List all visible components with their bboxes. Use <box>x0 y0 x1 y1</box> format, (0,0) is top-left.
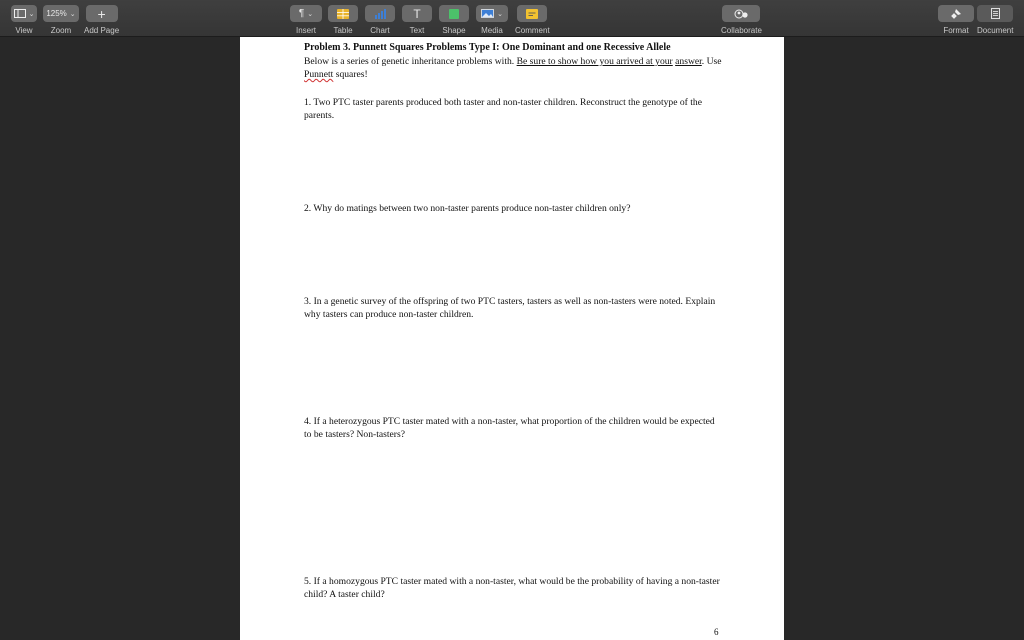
chevron-down-icon: ⌄ <box>307 10 314 18</box>
text-button[interactable] <box>402 5 432 22</box>
page-number: 6 <box>714 627 719 637</box>
collaborate-label: Collaborate <box>721 26 762 35</box>
intro-paragraph <box>304 55 724 81</box>
comment-button[interactable] <box>517 5 547 22</box>
question-5: 5. If a homozygous PTC taster mated with a non-taster, what would be the probability of having a non-taster child? A taster child? <box>304 576 720 600</box>
collaborate-menu[interactable] <box>721 5 762 35</box>
add-page-label: Add Page <box>84 26 120 35</box>
add-page-menu[interactable] <box>84 5 119 35</box>
intro-text-3: squares! <box>333 69 368 80</box>
view-label: View <box>15 26 33 35</box>
document-canvas[interactable] <box>0 37 1024 640</box>
insert-label: Insert <box>295 26 316 35</box>
format-button[interactable] <box>938 5 974 22</box>
chart-menu[interactable] <box>365 5 395 35</box>
insert-button[interactable] <box>290 5 322 22</box>
shape-menu[interactable] <box>439 5 469 35</box>
chevron-down-icon: ⌄ <box>497 10 503 18</box>
paintbrush-icon <box>951 9 962 19</box>
plus-icon: + <box>97 5 106 22</box>
text-menu[interactable] <box>402 5 432 35</box>
media-label: Media <box>481 26 503 35</box>
chevron-down-icon: ⌄ <box>69 10 76 18</box>
text-icon: T <box>413 6 421 21</box>
document-menu[interactable] <box>977 5 1013 35</box>
insert-menu[interactable] <box>290 5 322 35</box>
format-menu[interactable] <box>938 5 974 35</box>
view-button[interactable] <box>11 5 37 22</box>
chart-label: Chart <box>370 26 390 35</box>
zoom-value: 125% <box>46 9 67 18</box>
media-menu[interactable] <box>476 5 508 35</box>
media-button[interactable] <box>476 5 508 22</box>
intro-text: Below is a series of genetic inheritance problems with. <box>304 56 517 67</box>
document-page[interactable] <box>240 37 784 640</box>
document-label: Document <box>977 26 1014 35</box>
zoom-menu[interactable] <box>43 5 79 35</box>
intro-underlined-text: Be sure to show how you arrived at your <box>516 56 673 67</box>
question-1: 1. Two PTC taster parents produced both taster and non-taster children. Reconstruct the genotype of the parents. <box>304 97 702 121</box>
intro-underlined-answer: answer <box>675 56 702 67</box>
view-menu[interactable] <box>11 5 37 35</box>
toolbar <box>0 0 1024 37</box>
shape-label: Shape <box>442 26 466 35</box>
add-page-button[interactable] <box>86 5 118 22</box>
question-2: 2. Why do matings between two non-taster parents produce non-taster children only? <box>304 203 631 214</box>
question-4: 4. If a heterozygous PTC taster mated with a non-taster, what proportion of the children would be expected to be tasters? Non-tasters? <box>304 416 715 440</box>
chart-button[interactable] <box>365 5 395 22</box>
intro-text-2: . Use <box>701 56 722 67</box>
document-icon <box>991 8 1000 19</box>
chevron-down-icon: ⌄ <box>28 10 35 18</box>
zoom-button[interactable] <box>43 5 79 22</box>
table-menu[interactable] <box>328 5 358 35</box>
spelling-flag-punnett[interactable]: Punnett <box>304 69 334 80</box>
table-icon <box>337 9 349 19</box>
chart-icon <box>374 9 386 19</box>
collaborate-button[interactable] <box>722 5 760 22</box>
comment-label: Comment <box>515 26 550 35</box>
table-label: Table <box>333 26 353 35</box>
shape-button[interactable] <box>439 5 469 22</box>
question-3: 3. In a genetic survey of the offspring of two PTC tasters, tasters as well as non-tasters were noted. Explain why tasters can produce non-taster children. <box>304 296 716 320</box>
text-label: Text <box>409 26 425 35</box>
format-label: Format <box>943 26 969 35</box>
comment-menu[interactable] <box>515 5 550 35</box>
problem-title: Problem 3. Punnett Squares Problems Type I: One Dominant and one Recessive Allele <box>304 42 671 53</box>
document-button[interactable] <box>977 5 1013 22</box>
photo-icon <box>481 9 494 18</box>
paragraph-icon: ¶ <box>298 8 305 19</box>
table-button[interactable] <box>328 5 358 22</box>
comment-icon <box>526 9 538 19</box>
zoom-label: Zoom <box>50 26 72 35</box>
sidebar-icon <box>14 9 26 18</box>
collaborate-icon <box>734 9 748 19</box>
shape-icon <box>449 9 459 19</box>
